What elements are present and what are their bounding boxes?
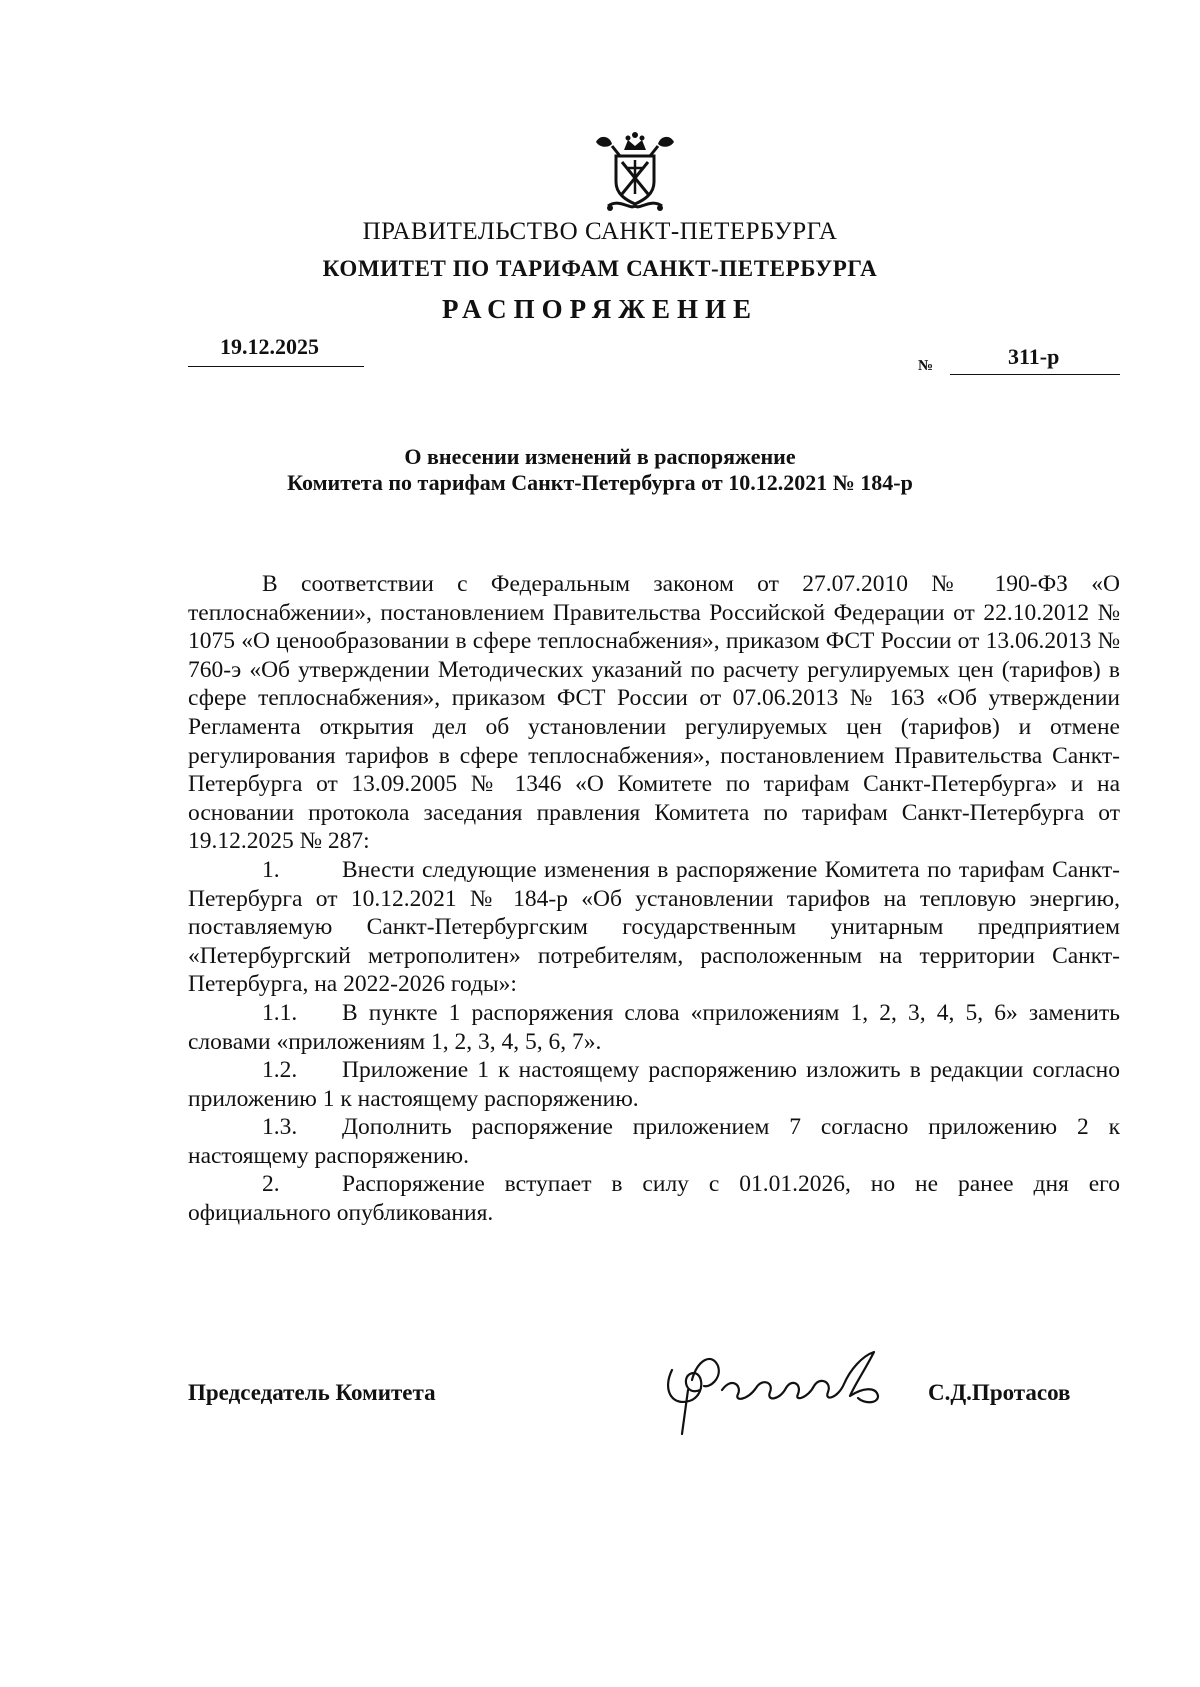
document-number: 311-р xyxy=(1008,344,1060,369)
list-item xyxy=(188,856,1120,999)
item-text: Дополнить распоряжение приложением 7 согласно приложению 2 к настоящему распоряжению. xyxy=(188,1114,1120,1169)
signatory-title: Председатель Комитета xyxy=(188,1380,436,1405)
document-date-field xyxy=(188,336,364,367)
document-body xyxy=(188,570,1120,1228)
item-text: Приложение 1 к настоящему распоряжению изложить в редакции согласно приложению 1 к настоящему распоряжению. xyxy=(188,1057,1120,1112)
handwritten-signature-icon xyxy=(652,1330,902,1440)
number-sign: № xyxy=(918,358,934,374)
item-text: Внести следующие изменения в распоряжение Комитета по тарифам Санкт-Петербурга от 10.12.2021 № 184-р «Об установлении тарифов на тепловую энергию, поставляемую Санкт-Петербургским государственным унитарным предприятием «Петербургский метрополитен» потребителям, расположенным на территории Санкт-Петербурга, на 2022-2026 годы»: xyxy=(188,856,1120,998)
item-number: 1.3. xyxy=(262,1114,298,1141)
item-number: 1.1. xyxy=(262,999,298,1026)
item-text: Распоряжение вступает в силу с 01.01.2026, но не ранее дня его официального опубликования. xyxy=(188,1171,1120,1227)
subject-line-1: О внесении изменений в распоряжение xyxy=(404,444,796,469)
document-date: 19.12.2025 xyxy=(220,334,319,359)
preamble-paragraph: В соответствии с Федеральным законом от 27.07.2010 № 190-ФЗ «О теплоснабжении», постановлением Правительства Российской Федерации от 22.10.2012 № 1075 «О ценообразовании в сфере теплоснабжения», приказом ФСТ России от 13.06.2013 № 760-э «Об утверждении Методических указаний по расчету регулируемых цен (тарифов) в сфере теплоснабжения», приказом ФСТ России от 07.06.2013 № 163 «Об утверждении Регламента открытия дел об установлении регулируемых цен (тарифов) и отмене регулирования тарифов в сфере теплоснабжения», постановлением Правительства Санкт-Петербурга от 13.09.2005 № 1346 «О Комитете по тарифам Санкт-Петербурга» и на основании протокола заседания правления Комитета по тарифам Санкт-Петербурга от 19.12.2025 № 287: xyxy=(188,571,1120,855)
government-name: ПРАВИТЕЛЬСТВО САНКТ-ПЕТЕРБУРГА xyxy=(362,218,838,245)
list-item xyxy=(188,999,1120,1056)
document-number-field xyxy=(950,344,1120,375)
list-item xyxy=(188,1056,1120,1113)
subject-line-2: Комитета по тарифам Санкт-Петербурга от 10.12.2021 № 184-р xyxy=(287,470,913,495)
coat-of-arms-icon xyxy=(590,128,680,214)
list-item xyxy=(188,1170,1120,1227)
item-number: 1. xyxy=(262,856,280,883)
document-type: РАСПОРЯЖЕНИЕ xyxy=(441,294,759,324)
committee-name: КОМИТЕТ ПО ТАРИФАМ САНКТ-ПЕТЕРБУРГА xyxy=(322,256,878,281)
item-number: 2. xyxy=(262,1171,280,1198)
list-item xyxy=(188,1113,1120,1170)
item-number: 1.2. xyxy=(262,1057,298,1084)
signatory-name: С.Д.Протасов xyxy=(928,1380,1071,1405)
item-text: В пункте 1 распоряжения слова «приложениям 1, 2, 3, 4, 5, 6» заменить словами «приложениям 1, 2, 3, 4, 5, 6, 7». xyxy=(188,999,1120,1055)
